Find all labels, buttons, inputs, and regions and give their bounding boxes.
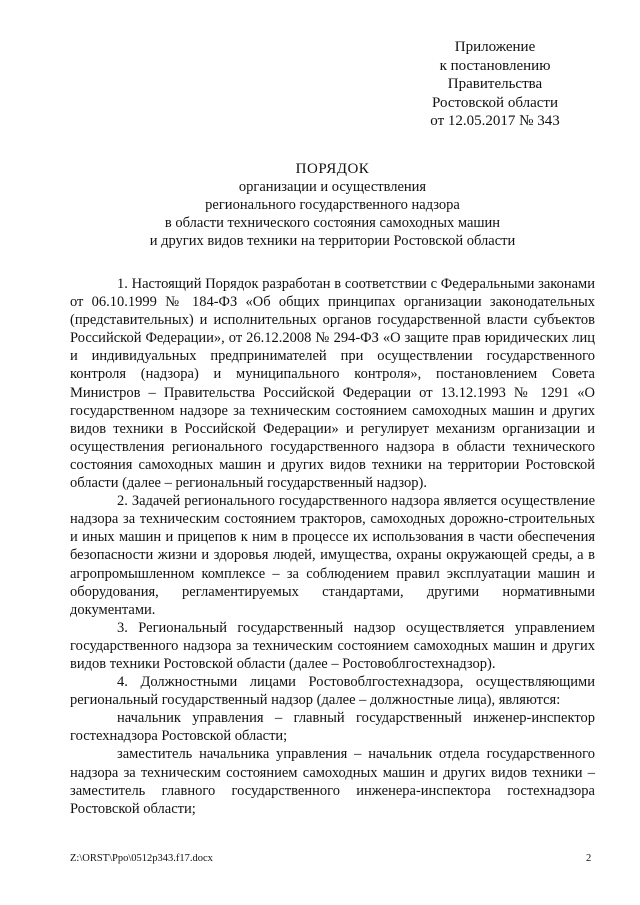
paragraph-1: 1. Настоящий Порядок разработан в соответствии с Федеральными законами от 06.10.1999 № 184-ФЗ «Об общих принципах организации законодательных (представительных) и исполнительных органов государственной власти субъектов Российской Федерации», от 26.12.2008 № 294-ФЗ «О защите прав юридических лиц и индивидуальных предпринимателей при осуществлении государственного контроля (надзора) и муниципального контроля», постановлением Совета Министров – Правительства Российской Федерации от 13.12.1993 № 1291 «О государственном надзоре за техническим состоянием самоходных машин и других видов техники в Российской Федерации» и регулирует механизм организации и осуществления регионального государственного надзора в области технического состояния самоходных машин и других видов техники на территории Ростовской области (далее – региональный государственный надзор). bbox=[70, 276, 595, 492]
appendix-line-4: Ростовской области bbox=[432, 94, 558, 111]
appendix-line-2: к постановлению bbox=[439, 57, 551, 74]
page-number: 2 bbox=[586, 853, 592, 864]
paragraph-5: начальник управления – главный государственный инженер-инспектор гостехнадзора Ростовской области; bbox=[70, 710, 595, 745]
title-line-2: регионального государственного надзора bbox=[205, 197, 460, 213]
paragraph-4: 4. Должностными лицами Ростовоблгостехнадзора, осуществляющими региональный государственный надзор (далее – должностные лица), являются: bbox=[70, 674, 595, 709]
appendix-line-1: Приложение bbox=[454, 39, 536, 55]
document-title bbox=[70, 160, 595, 250]
paragraph-2: 2. Задачей регионального государственного надзора является осуществление надзора за техническим состоянием тракторов, самоходных дорожно-строительных и иных машин и прицепов к ним в процессе их использования в части обеспечения безопасности жизни и здоровья людей, имущества, охраны окружающей среды, а в агропромышленном комплексе – за соблюдением правил эксплуатации машин и оборудования, регламентируемых стандартами, другими нормативными документами. bbox=[70, 493, 595, 618]
appendix-line-5: от 12.05.2017 № 343 bbox=[430, 113, 560, 129]
appendix-line-3: Правительства bbox=[447, 76, 543, 92]
title-line-3: в области технического состояния самоходных машин bbox=[164, 215, 501, 231]
paragraph-6: заместитель начальника управления – начальник отдела государственного надзора за техническим состоянием самоходных машин и других видов техники – заместитель главного государственного инженера-инспектора гостехнадзора Ростовской области; bbox=[70, 746, 595, 817]
title-heading: ПОРЯДОК bbox=[295, 161, 370, 177]
title-line-1: организации и осуществления bbox=[238, 179, 427, 195]
appendix-header bbox=[395, 38, 595, 131]
paragraph-3: 3. Региональный государственный надзор осуществляется управлением государственного надзора за техническим состоянием самоходных машин и других видов техники Ростовской области (далее – Ростовоблгостехнадзор). bbox=[70, 619, 595, 672]
title-line-4: и других видов техники на территории Ростовской области bbox=[149, 233, 516, 249]
document-body bbox=[70, 275, 595, 818]
footer-file-path: Z:\ORST\Ppo\0512p343.f17.docx bbox=[70, 853, 213, 864]
